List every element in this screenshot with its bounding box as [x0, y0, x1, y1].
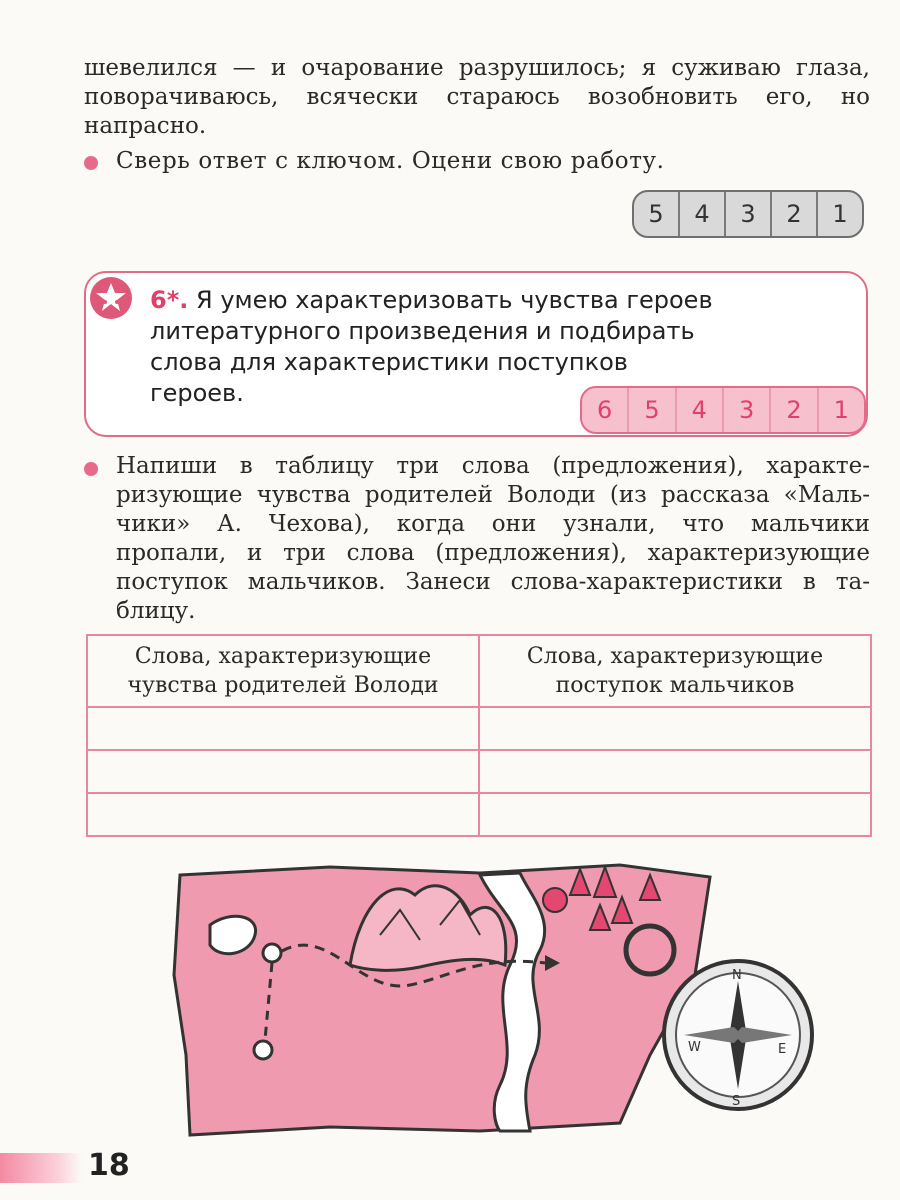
bullet-icon — [84, 462, 98, 476]
skill-line: литературного произведения и подбирать — [150, 317, 695, 345]
column-header-boys-action — [479, 635, 871, 707]
star-badge-icon — [90, 277, 132, 319]
answer-cell[interactable] — [87, 750, 479, 793]
grade-option[interactable]: 4 — [677, 388, 724, 432]
header-line: Слова, характеризующие — [134, 644, 432, 669]
skill-line: героев. — [150, 379, 244, 407]
grade-option[interactable]: 3 — [726, 192, 772, 236]
grade-option[interactable]: 1 — [832, 200, 848, 228]
task-line: поступок мальчиков. Занеси слова-характеристики в та- — [116, 569, 870, 595]
check-instruction: Сверь ответ с ключом. Оцени свою работу. — [116, 148, 665, 174]
grade-option[interactable]: 2 — [772, 192, 818, 236]
bullet-icon — [84, 156, 98, 170]
task-line: Напиши в таблицу три слова (предложения), характе- — [116, 453, 870, 479]
task-line: пропали, и три слова (предложения), характеризующие — [116, 540, 870, 566]
self-assessment-scale — [632, 190, 864, 238]
task-line: чики» А. Чехова), когда они узнали, что мальчики — [116, 511, 870, 537]
task-line: ризующие чувства родителей Володи (из рассказа «Маль- — [116, 482, 870, 508]
skill-line: слова для характеристики поступков — [150, 348, 628, 376]
table-row — [87, 707, 871, 750]
column-header-parents-feelings — [87, 635, 479, 707]
excerpt-last-line: напрасно. — [84, 113, 207, 139]
answer-cell[interactable] — [87, 707, 479, 750]
skill-assessment-scale — [580, 386, 866, 434]
excerpt-line: шевелился — и очарование разрушилось; я суживаю глаза, — [84, 55, 870, 81]
answer-table — [86, 634, 872, 837]
header-line: Слова, характеризующие — [526, 644, 824, 669]
answer-cell[interactable] — [87, 793, 479, 836]
grade-option[interactable]: 4 — [680, 192, 726, 236]
compass-north-label: N — [732, 968, 742, 983]
treasure-map-illustration — [150, 855, 896, 1145]
grade-option[interactable]: 5 — [634, 192, 680, 236]
grade-option[interactable]: 6 — [582, 388, 629, 432]
grade-option[interactable]: 5 — [629, 388, 676, 432]
skill-line: Я умею характеризовать чувства героев — [196, 286, 713, 314]
page-number-band — [0, 1153, 82, 1183]
answer-cell[interactable] — [479, 707, 871, 750]
table-row — [87, 750, 871, 793]
compass-west-label: W — [688, 1040, 701, 1055]
excerpt-line: поворачиваюсь, всячески стараюсь возобновить его, но — [84, 84, 870, 110]
task-line: блицу. — [116, 598, 196, 624]
answer-cell[interactable] — [479, 750, 871, 793]
grade-option[interactable]: 1 — [833, 396, 849, 424]
table-row — [87, 793, 871, 836]
start-point-icon — [263, 944, 281, 962]
skill-number: 6*. — [150, 286, 189, 314]
excerpt-text — [84, 54, 870, 112]
header-line: поступок мальчиков — [555, 673, 795, 698]
compass-south-label: S — [732, 1094, 741, 1109]
grade-option[interactable]: 2 — [771, 388, 818, 432]
grade-option[interactable]: 3 — [724, 388, 771, 432]
header-line: чувства родителей Володи — [127, 673, 439, 698]
page-number: 18 — [88, 1148, 130, 1183]
task-text — [116, 452, 870, 626]
answer-cell[interactable] — [479, 793, 871, 836]
waypoint-icon — [254, 1041, 272, 1059]
compass-east-label: E — [778, 1042, 787, 1057]
